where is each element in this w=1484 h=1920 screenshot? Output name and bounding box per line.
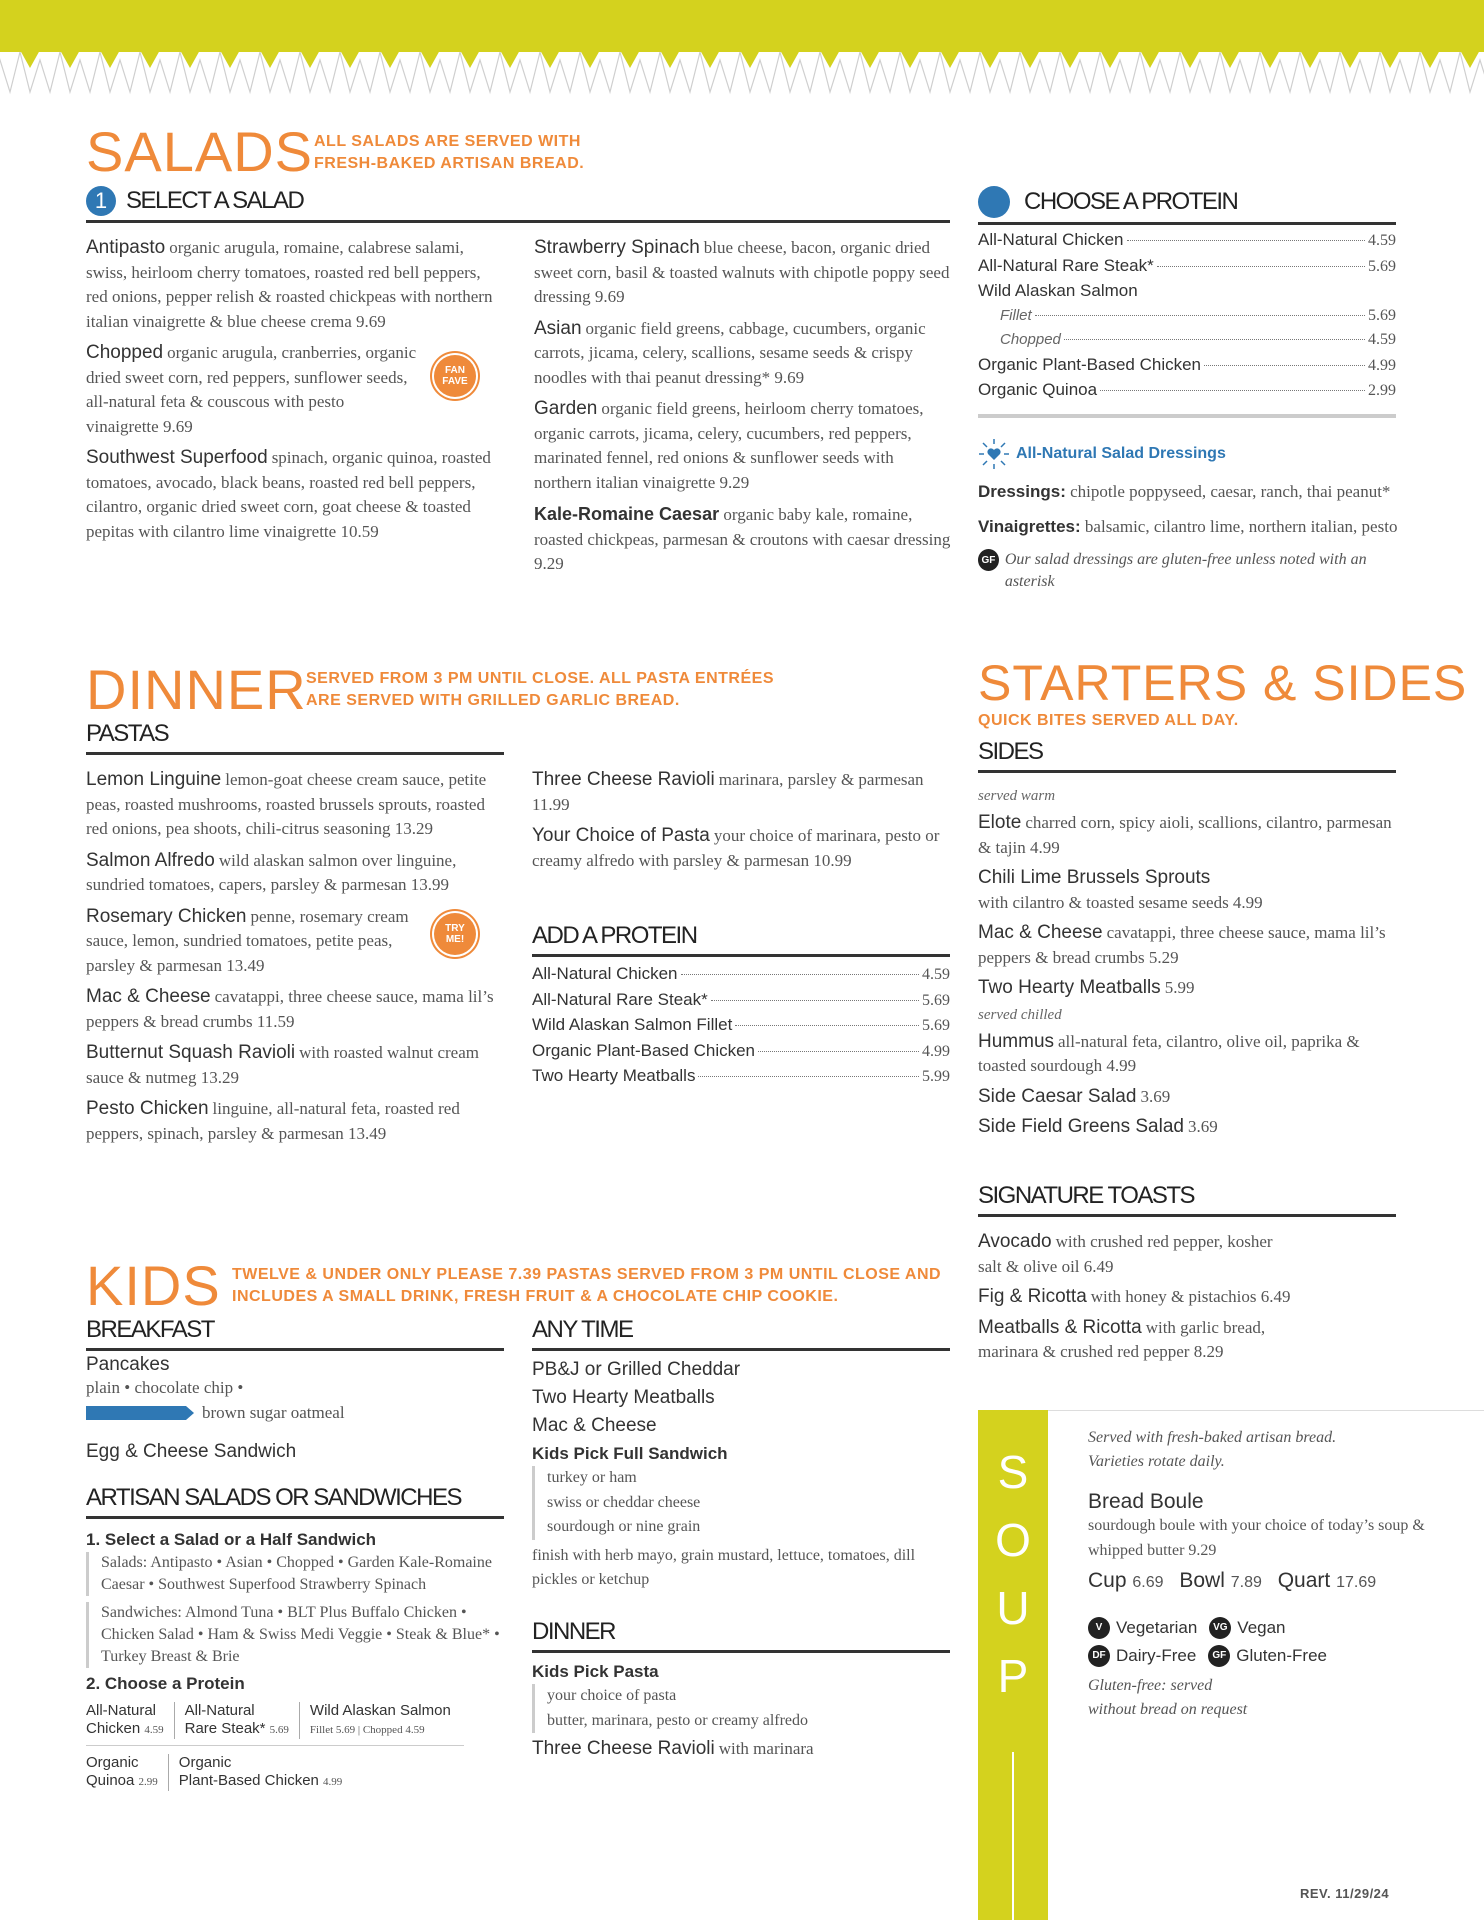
anytime-list — [532, 1356, 952, 1593]
salad-chopped: Chopped organic arugula, cranberries, organic dried sweet corn, red peppers, sunflower seeds, all-natural feta & couscous with pesto vinaigrette 9.69 FAN FAVE — [86, 341, 506, 439]
breakfast-list — [86, 1354, 506, 1463]
protein-steak: All-Natural Rare Steak* 5.69 — [978, 255, 1396, 275]
bread-boule: Bread Boule — [1088, 1490, 1204, 1513]
artisan-step-2: 2. Choose a Protein — [86, 1674, 245, 1693]
side-meatballs: Two Hearty Meatballs 5.99 — [978, 977, 1195, 998]
soup-block — [1088, 1426, 1458, 1722]
salads-title: SALADS — [86, 120, 313, 183]
pastas-col-2 — [532, 768, 952, 873]
kids-dinner-header: DINNER — [532, 1618, 950, 1653]
dinner-title: DINNER — [86, 658, 307, 721]
protein-salmon-chopped: Chopped 4.59 — [1000, 331, 1396, 348]
soup-letters: S O U P — [995, 1446, 1031, 1702]
kids-protein-steak: All-Natural Rare Steak* 5.69 — [175, 1702, 300, 1739]
soup-band-line — [1012, 1752, 1014, 1920]
salads-note: ALL SALADS ARE SERVED WITH FRESH-BAKED ARTISAN BREAD. — [314, 133, 585, 172]
oatmeal-label: brown sugar oatmeal — [202, 1402, 345, 1422]
kids-protein-salmon: Wild Alaskan Salmon Fillet 5.69 | Chopped 4.59 — [309, 1702, 451, 1736]
pasta-your-choice: Your Choice of Pasta your choice of marinara, pesto or creamy alfredo with parsley & parmesan 10.99 — [532, 825, 940, 870]
sides-header: SIDES — [978, 738, 1396, 773]
salad-southwest: Southwest Superfood spinach, organic quinoa, roasted tomatoes, avocado, black beans, roasted red bell peppers, cilantro, organic dried sweet corn, goat cheese & toasted pepitas with cilantro lime vinaigrette 10.59 — [86, 447, 491, 541]
soup-gf-note: Gluten-free: served without bread on request — [1088, 1676, 1248, 1718]
soup-vertical-band — [978, 1410, 1048, 1920]
add-protein-steak: All-Natural Rare Steak* 5.69 — [532, 989, 950, 1009]
protein-divider — [978, 414, 1396, 418]
kids-dinner-list — [532, 1662, 952, 1762]
pasta-mac-cheese: Mac & Cheese cavatappi, three cheese sauce, mama lil’s peppers & bread crumbs 11.59 — [86, 986, 494, 1031]
side-brussels: Chili Lime Brussels Sprouts with cilantro & toasted sesame seeds 4.99 — [978, 867, 1263, 912]
served-chilled-label: served chilled — [978, 1006, 1062, 1023]
add-protein-plant: Organic Plant-Based Chicken 4.99 — [532, 1040, 950, 1060]
soup-intro: Served with fresh-baked artisan bread. Varieties rotate daily. — [1088, 1429, 1337, 1470]
step-2-badge — [978, 186, 1010, 218]
kids-sandwich: Kids Pick Full Sandwich — [532, 1444, 728, 1463]
kids-protein-row-1 — [86, 1702, 464, 1746]
step-number-badge: 1 — [86, 186, 116, 216]
pastas-header: PASTAS — [86, 720, 504, 755]
oatmeal-row — [86, 1401, 506, 1426]
kids-pasta: Kids Pick Pasta — [532, 1662, 659, 1681]
toasts-list — [978, 1230, 1398, 1365]
revision-date: REV. 11/29/24 — [1300, 1886, 1390, 1901]
dressings-block — [978, 438, 1398, 593]
protein-list — [978, 228, 1396, 404]
select-salad-label: SELECT A SALAD — [126, 187, 304, 214]
dairy-free-icon: DF — [1088, 1645, 1110, 1667]
add-protein-salmon: Wild Alaskan Salmon Fillet 5.69 — [532, 1015, 950, 1034]
vegan-icon: VG — [1209, 1617, 1231, 1639]
salad-garden: Garden organic field greens, heirloom cherry tomatoes, organic carrots, jicama, celery, cucumbers, red peppers, marinated fennel, red onions & sunflower seeds with northern italian vinaigrette 9.29 — [534, 398, 924, 492]
starters-title: STARTERS & SIDES — [978, 655, 1468, 711]
pasta-rosemary-chicken: Rosemary Chicken penne, rosemary cream sauce, lemon, sundried tomatoes, petite peas, parsley & parmesan 13.49 TRY ME! — [86, 905, 506, 979]
toast-avocado: Avocado with crushed red pepper, kosher salt & olive oil 6.49 — [978, 1231, 1273, 1276]
artisan-salads-list: Salads: Antipasto • Asian • Chopped • Garden Kale-Romaine Caesar • Southwest Superfood Strawberry Spinach — [86, 1552, 516, 1596]
dressings-title-row — [978, 438, 1398, 470]
kids-protein-row-2 — [86, 1746, 516, 1791]
choose-protein-header — [978, 186, 1396, 225]
gf-note: GF Our salad dressings are gluten-free unless noted with an asterisk — [978, 549, 1398, 593]
sides-list — [978, 788, 1398, 1140]
protein-quinoa: Organic Quinoa 2.99 — [978, 380, 1396, 399]
anytime-header: ANY TIME — [532, 1316, 950, 1351]
salads-col-2 — [534, 236, 952, 577]
side-elote: Elote charred corn, spicy aioli, scallions, cilantro, parmesan & tajin 4.99 — [978, 812, 1392, 857]
kids-protein-quinoa: Organic Quinoa 2.99 — [86, 1754, 169, 1791]
select-salad-header — [86, 186, 950, 223]
kids-protein-plant: Organic Plant-Based Chicken 4.99 — [178, 1754, 343, 1789]
toast-meatballs: Meatballs & Ricotta with garlic bread, marinara & crushed red pepper 8.29 — [978, 1316, 1266, 1361]
salads-col-1 — [86, 236, 506, 544]
kids-pbj: PB&J or Grilled Cheddar — [532, 1359, 741, 1380]
side-caesar: Side Caesar Salad 3.69 — [978, 1085, 1171, 1107]
salad-antipasto: Antipasto organic arugula, romaine, calabrese salami, swiss, heirloom cherry tomatoes, roasted red bell peppers, red onions, pepper relish & roasted chickpeas with northern italian vinaigrette & blue cheese crema 9.69 — [86, 237, 493, 331]
starters-note: QUICK BITES SERVED ALL DAY. — [978, 712, 1239, 729]
side-hummus: Hummus all-natural feta, cilantro, olive oil, paprika & toasted sourdough 4.99 — [978, 1030, 1360, 1075]
artisan-block — [86, 1530, 516, 1791]
protein-chicken: All-Natural Chicken 4.59 — [978, 230, 1396, 249]
choose-protein-label: CHOOSE A PROTEIN — [1024, 188, 1238, 215]
pasta-butternut: Butternut Squash Ravioli with roasted walnut cream sauce & nutmeg 13.29 — [86, 1042, 479, 1087]
toasts-header: SIGNATURE TOASTS — [978, 1182, 1396, 1217]
side-field-greens: Side Field Greens Salad 3.69 — [978, 1116, 1218, 1137]
kids-egg-sandwich: Egg & Cheese Sandwich — [86, 1441, 297, 1462]
salad-kale-caesar: Kale-Romaine Caesar organic baby kale, romaine, roasted chickpeas, parmesan & croutons with caesar dressing 9.29 — [534, 504, 951, 573]
add-protein-list — [532, 962, 950, 1090]
kids-pasta-options: your choice of pasta butter, marinara, pesto or creamy alfredo — [532, 1684, 952, 1733]
served-warm-label: served warm — [978, 788, 1056, 804]
artisan-header: ARTISAN SALADS OR SANDWICHES — [86, 1484, 504, 1519]
dinner-note: SERVED FROM 3 PM UNTIL CLOSE. ALL PASTA ENTRÉES ARE SERVED WITH GRILLED GARLIC BREAD. — [306, 670, 774, 709]
kids-sandwich-finish: finish with herb mayo, grain mustard, lettuce, tomatoes, dill pickles or ketchup — [532, 1546, 916, 1588]
pastas-col-1 — [86, 768, 506, 1146]
artisan-step-1: 1. Select a Salad or a Half Sandwich — [86, 1530, 377, 1549]
kids-note: TWELVE & UNDER ONLY PLEASE 7.39 PASTAS SERVED FROM 3 PM UNTIL CLOSE AND INCLUDES A SMALL DRINK, FRESH FRUIT & A CHOCOLATE CHIP COOKIE. — [232, 1266, 942, 1305]
artisan-sandwiches-list: Sandwiches: Almond Tuna • BLT Plus Buffalo Chicken • Chicken Salad • Ham & Swiss Medi Veggie • Steak & Blue* • Turkey Breast & Brie — [86, 1602, 516, 1668]
soup-legend: V Vegetarian VG Vegan DF Dairy-Free GF Gluten-Free — [1088, 1614, 1458, 1670]
add-protein-header: ADD A PROTEIN — [532, 922, 950, 957]
gluten-free-icon: GF — [978, 549, 999, 571]
pasta-lemon-linguine: Lemon Linguine lemon-goat cheese cream sauce, petite peas, roasted mushrooms, roasted brussels sprouts, roasted red onions, pea shoots, chili-citrus seasoning 13.29 — [86, 769, 487, 838]
pasta-pesto-chicken: Pesto Chicken linguine, all-natural feta, roasted red peppers, spinach, parsley & parmesan 13.49 — [86, 1098, 460, 1143]
toast-fig: Fig & Ricotta with honey & pistachios 6.49 — [978, 1286, 1291, 1307]
heart-burst-icon — [978, 438, 1010, 470]
header-zigzag-band — [0, 0, 1484, 100]
fan-fave-badge: FAN FAVE — [434, 355, 476, 397]
pasta-salmon-alfredo: Salmon Alfredo wild alaskan salmon over linguine, sundried tomatoes, capers, parsley & parmesan 13.99 — [86, 849, 457, 894]
salad-asian: Asian organic field greens, cabbage, cucumbers, organic carrots, jicama, celery, scallions, sesame seeds & crispy noodles with thai peanut dressing* 9.69 — [534, 317, 926, 387]
kids-mac: Mac & Cheese — [532, 1415, 657, 1436]
kids-pancakes: Pancakes — [86, 1354, 170, 1375]
vinaigrettes-list: Vinaigrettes: balsamic, cilantro lime, northern italian, pesto — [978, 516, 1398, 536]
vegetarian-icon: V — [1088, 1617, 1110, 1639]
pasta-three-cheese-ravioli: Three Cheese Ravioli marinara, parsley & parmesan 11.99 — [532, 769, 924, 814]
kids-ravioli: Three Cheese Ravioli with marinara — [532, 1738, 814, 1759]
add-protein-meatballs: Two Hearty Meatballs 5.99 — [532, 1066, 950, 1085]
protein-salmon: Wild Alaskan Salmon — [978, 281, 1138, 300]
kids-protein-chicken: All-Natural Chicken 4.59 — [86, 1702, 175, 1739]
try-me-badge: TRY ME! — [434, 913, 476, 955]
side-mac-cheese: Mac & Cheese cavatappi, three cheese sauce, mama lil’s peppers & bread crumbs 5.29 — [978, 922, 1386, 967]
arrow-flag-icon — [86, 1404, 196, 1422]
breakfast-header: BREAKFAST — [86, 1316, 504, 1351]
salad-strawberry: Strawberry Spinach blue cheese, bacon, organic dried sweet corn, basil & toasted walnuts with chipotle poppy seed dressing 9.69 — [534, 237, 950, 306]
add-protein-chicken: All-Natural Chicken 4.59 — [532, 964, 950, 983]
kids-title: KIDS — [86, 1254, 221, 1317]
protein-salmon-fillet: Fillet 5.69 — [1000, 306, 1396, 324]
protein-plant: Organic Plant-Based Chicken 4.99 — [978, 354, 1396, 374]
kids-meatballs: Two Hearty Meatballs — [532, 1387, 715, 1408]
soup-sizes: Cup 6.69 Bowl 7.89 Quart 17.69 — [1088, 1569, 1377, 1592]
gluten-free-icon: GF — [1208, 1645, 1230, 1667]
dressings-list: Dressings: chipotle poppyseed, caesar, ranch, thai peanut* — [978, 482, 1391, 501]
pancake-options: plain • chocolate chip • — [86, 1378, 244, 1397]
bread-boule-desc: sourdough boule with your choice of today’s soup & whipped butter 9.29 — [1088, 1517, 1425, 1559]
soup-top-rule — [978, 1410, 1484, 1411]
dressings-title: All-Natural Salad Dressings — [1016, 445, 1226, 462]
kids-sandwich-options: turkey or ham swiss or cheddar cheese sourdough or nine grain — [532, 1466, 952, 1540]
